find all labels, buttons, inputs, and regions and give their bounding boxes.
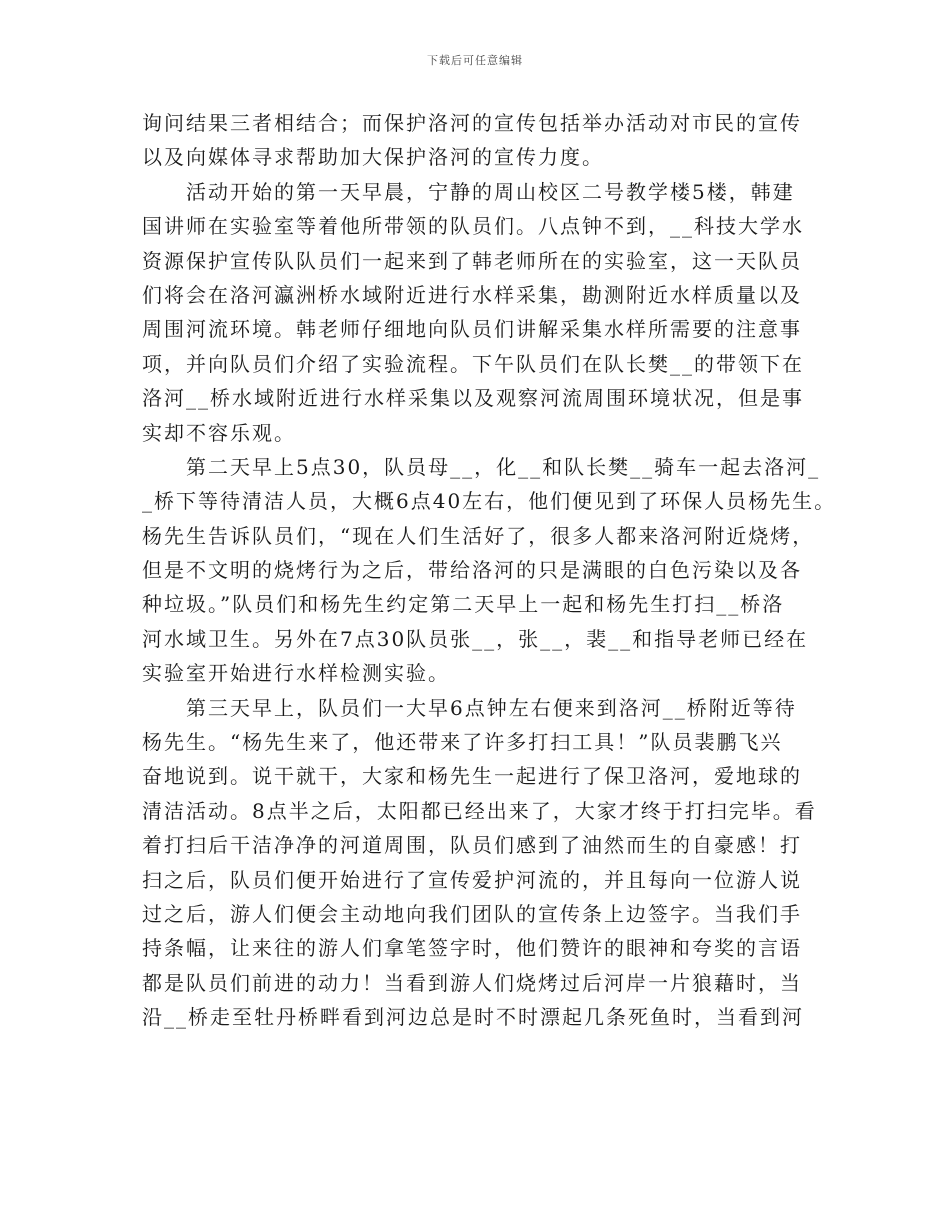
page-header: 下载后可任意编辑 (427, 54, 523, 67)
text-line: 周围河流环境。韩老师仔细地向队员们讲解采集水样所需要的注意事 (142, 317, 802, 342)
paragraph (142, 450, 842, 691)
text-line: 沿__桥走至牡丹桥畔看到河边总是时不时漂起几条死鱼时，当看到河 (142, 1005, 804, 1030)
paragraph (142, 106, 842, 175)
text-line: 着打扫后干洁净净的河道周围，队员们感到了油然而生的自豪感！打 (142, 833, 802, 858)
text-line: 洛河__桥水域附近进行水样采集以及观察河流周围环境状况，但是事 (142, 386, 804, 411)
text-line: 国讲师在实验室等着他所带领的队员们。八点钟不到，__科技大学水 (142, 214, 804, 239)
paragraph (142, 691, 842, 1035)
paragraph (142, 175, 842, 450)
text-line: 清洁活动。8点半之后，太阳都已经出来了，大家才终于打扫完毕。看 (142, 798, 817, 823)
text-line: 活动开始的第一天早晨，宁静的周山校区二号教学楼5楼，韩建 (186, 179, 795, 204)
text-line: 杨先生告诉队员们，“现在人们生活好了，很多人都来洛河附近烧烤， (142, 523, 815, 548)
text-line: 杨先生。“杨先生来了，他还带来了许多打扫工具！”队员裴鹏飞兴 (142, 730, 783, 755)
text-line: 过之后，游人们便会主动地向我们团队的宣传条上边签字。当我们手 (142, 901, 802, 926)
text-line: 们将会在洛河瀛洲桥水域附近进行水样采集，勘测附近水样质量以及 (142, 282, 802, 307)
text-line: 但是不文明的烧烤行为之后，带给洛河的只是满眼的白色污染以及各 (142, 558, 802, 583)
text-line: 实却不容乐观。 (142, 420, 296, 445)
text-line: 询问结果三者相结合；而保护洛河的宣传包括举办活动对市民的宣传 (142, 111, 802, 135)
text-line: 河水域卫生。另外在7点30队员张__，张__，裴__和指导老师已经在 (142, 626, 809, 651)
text-line: 种垃圾。”队员们和杨先生约定第二天早上一起和杨先生打扫__桥洛 (142, 592, 785, 617)
text-line: 奋地说到。说干就干，大家和杨先生一起进行了保卫洛河，爱地球的 (142, 764, 802, 789)
text-line: 资源保护宣传队队员们一起来到了韩老师所在的实验室，这一天队员 (142, 248, 802, 273)
text-line: 都是队员们前进的动力！当看到游人们烧烤过后河岸一片狼藉时，当 (142, 970, 802, 995)
document-body (142, 106, 842, 1035)
text-line: 持条幅，让来往的游人们拿笔签字时，他们赞许的眼神和夸奖的言语 (142, 936, 802, 961)
text-line: 实验室开始进行水样检测实验。 (142, 661, 450, 686)
text-line: 项，并向队员们介绍了实验流程。下午队员们在队长樊__的带领下在 (142, 351, 804, 376)
text-line: _桥下等待清洁人员，大概6点40左右，他们便见到了环保人员杨先生。 (142, 489, 837, 514)
text-line: 以及向媒体寻求帮助加大保护洛河的宣传力度。 (142, 145, 604, 170)
text-line: 第二天早上5点30，队员母__，化__和队长樊__骑车一起去洛河_ (186, 454, 821, 479)
text-line: 第三天早上，队员们一大早6点钟左右便来到洛河__桥附近等待 (186, 695, 797, 720)
text-line: 扫之后，队员们便开始进行了宣传爱护河流的，并且每向一位游人说 (142, 867, 802, 892)
